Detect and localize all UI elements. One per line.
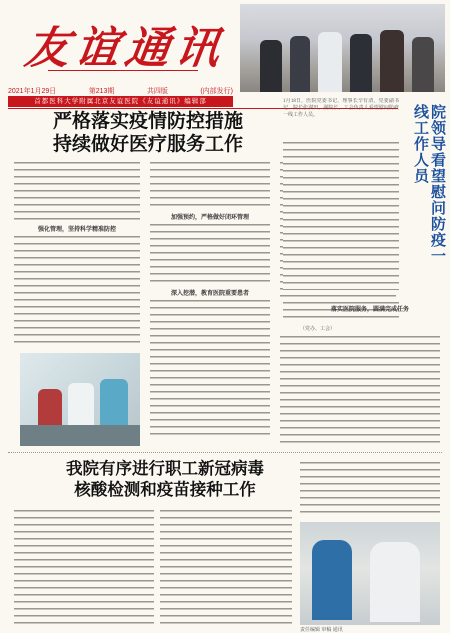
photo-figure bbox=[100, 379, 128, 431]
photo-desk bbox=[20, 425, 140, 446]
photo-figure bbox=[380, 30, 404, 92]
issue-date: 2021年1月29日 bbox=[8, 88, 57, 95]
issue-info bbox=[8, 86, 233, 95]
photo-figure bbox=[312, 540, 352, 620]
article1-section-head-3: 深入挖潜，教育医院重要患者 bbox=[170, 291, 249, 297]
article2-body bbox=[283, 140, 399, 290]
article2-note: （党办、工会） bbox=[300, 326, 336, 332]
masthead-banner: 首都医科大学附属北京友谊医院《友谊通讯》编辑部 bbox=[8, 96, 233, 107]
issue-pages: 共四版 bbox=[146, 88, 168, 95]
article1-photo bbox=[20, 353, 140, 446]
issue-distribution: (内部发行) bbox=[200, 88, 233, 95]
article1-headline-line1: 严格落实疫情防控措施 bbox=[52, 110, 243, 132]
article3-body bbox=[280, 334, 440, 444]
photo-figure bbox=[260, 40, 282, 92]
article2-title-col: 院领导看望慰问防疫一线工作人员 bbox=[412, 104, 447, 264]
article1-body-col2 bbox=[150, 160, 270, 208]
article2-vertical-title bbox=[404, 104, 446, 264]
bottom-caption: 责任编辑 审稿 通讯 bbox=[300, 627, 343, 633]
photo-figure bbox=[370, 542, 420, 622]
article4-body-col2 bbox=[160, 508, 292, 624]
photo-figure bbox=[290, 36, 310, 92]
photo-figure bbox=[412, 37, 434, 92]
article3-section-head: 落实医院服务，圆满完成任务 bbox=[330, 307, 409, 313]
masthead-title: 友谊通讯 bbox=[21, 23, 229, 74]
issue-number: 第213期 bbox=[88, 88, 115, 95]
article1-section-head-2: 加强预约，严格做好闭环管理 bbox=[170, 215, 249, 221]
photo-figure bbox=[318, 32, 342, 92]
article1-body-col2b bbox=[150, 222, 270, 282]
photo-figure bbox=[38, 389, 62, 429]
article1-body-col1b bbox=[14, 234, 140, 348]
masthead bbox=[8, 6, 233, 88]
article4-body-col1 bbox=[14, 508, 154, 624]
article4-photo bbox=[300, 522, 440, 625]
article4-headline-line2: 核酸检测和疫苗接种工作 bbox=[74, 480, 256, 499]
divider bbox=[8, 452, 442, 453]
article2-lead: 1月18日，医院党委书记、理事长辛有清，党委副书记、院长张澍田，副院长，工会负责人看望慰问防疫一线工作人员。 bbox=[283, 99, 399, 119]
top-photo bbox=[240, 4, 445, 92]
article4-headline-line1: 我院有序进行职工新冠病毒 bbox=[66, 459, 264, 478]
article1-headline-line2: 持续做好医疗服务工作 bbox=[52, 133, 243, 155]
article4-headline bbox=[24, 458, 306, 500]
photo-figure bbox=[68, 383, 94, 431]
article4-body-col3 bbox=[300, 460, 440, 516]
article1-headline bbox=[8, 110, 288, 156]
masthead-subtitle-decor bbox=[48, 70, 198, 71]
article1-body-col2c bbox=[150, 298, 270, 438]
article1-body-col1 bbox=[14, 160, 140, 220]
photo-figure bbox=[350, 34, 372, 92]
article1-section-head-1: 强化管理，坚持科学精准防控 bbox=[37, 227, 116, 233]
